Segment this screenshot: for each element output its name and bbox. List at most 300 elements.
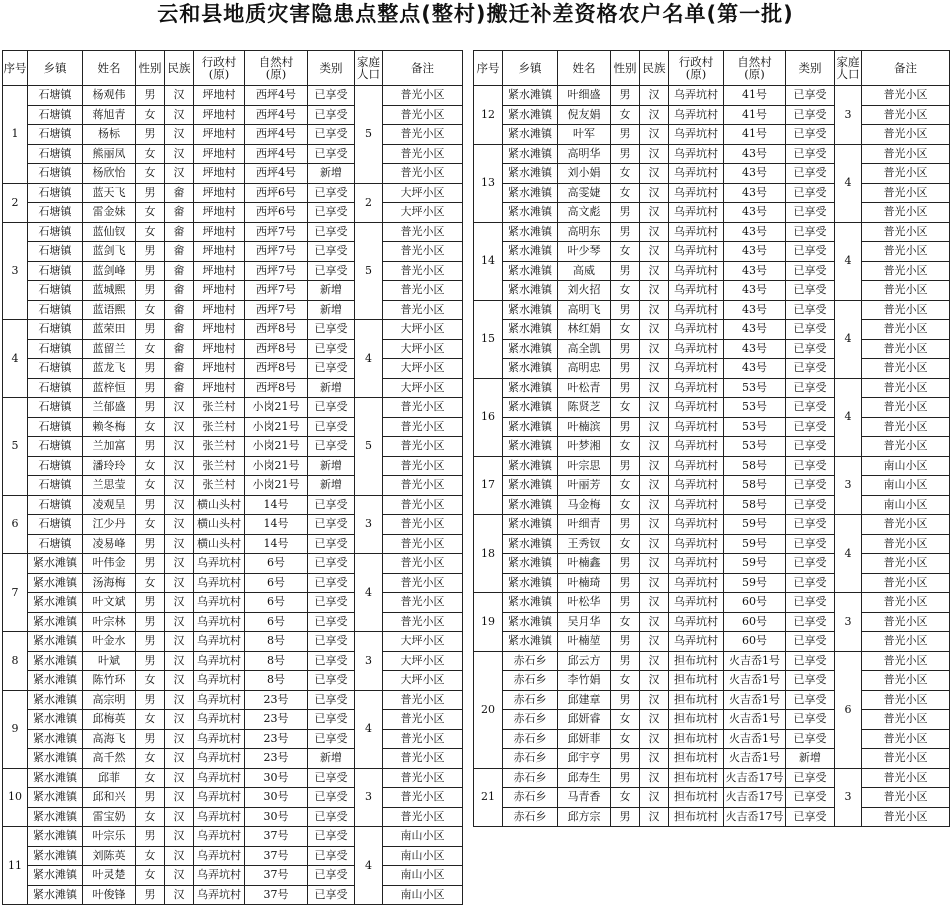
township-cell: 赤石乡 [503,749,558,769]
gender-cell: 女 [136,144,165,164]
gender-cell: 男 [136,534,165,554]
admin-village-cell: 乌弄坑村 [669,632,724,652]
ethnicity-cell: 汉 [640,261,669,281]
table-row [474,398,950,418]
category-cell: 已享受 [786,710,835,730]
name-cell: 叶松华 [558,593,611,613]
remark-cell: 普光小区 [862,651,950,671]
gender-cell: 女 [136,456,165,476]
ethnicity-cell: 汉 [165,437,194,457]
natural-village-cell: 58号 [724,476,786,496]
name-cell: 熊丽凤 [83,144,136,164]
township-cell: 紧水滩镇 [503,86,558,106]
natural-village-cell: 43号 [724,222,786,242]
township-cell: 石塘镇 [28,456,83,476]
table-row [3,417,463,437]
admin-village-cell: 张兰村 [194,476,245,496]
admin-village-cell: 张兰村 [194,417,245,437]
name-cell: 高明忠 [558,359,611,379]
natural-village-cell: 43号 [724,144,786,164]
gender-cell: 男 [611,222,640,242]
township-cell: 石塘镇 [28,378,83,398]
seq-cell: 2 [3,183,28,222]
header-label: 行政村 [678,55,714,69]
township-cell: 紧水滩镇 [503,495,558,515]
admin-village-cell: 坪地村 [194,281,245,301]
gender-cell: 女 [611,105,640,125]
table-row [474,339,950,359]
gender-cell: 女 [136,710,165,730]
name-cell: 倪友娟 [558,105,611,125]
township-cell: 紧水滩镇 [28,866,83,886]
township-cell: 紧水滩镇 [503,164,558,184]
gender-cell: 女 [136,476,165,496]
category-cell: 已享受 [786,300,835,320]
admin-village-cell: 乌弄坑村 [669,515,724,535]
gender-cell: 女 [136,222,165,242]
category-cell: 已享受 [786,807,835,827]
admin-village-cell: 乌弄坑村 [194,710,245,730]
category-cell: 新增 [308,281,355,301]
remark-cell: 普光小区 [383,573,463,593]
remark-cell: 普光小区 [862,749,950,769]
name-cell: 蒋旭青 [83,105,136,125]
remark-cell: 普光小区 [862,105,950,125]
gender-cell: 女 [611,320,640,340]
table-row [3,632,463,652]
admin-village-cell: 乌弄坑村 [194,788,245,808]
remark-cell: 普光小区 [862,320,950,340]
admin-village-cell: 坪地村 [194,86,245,106]
name-cell: 叶金水 [83,632,136,652]
header-label: (原) [208,67,230,81]
gender-cell: 男 [136,359,165,379]
ethnicity-cell: 汉 [165,768,194,788]
header-label: 序号 [476,61,500,75]
remark-cell: 普光小区 [383,729,463,749]
table-row [474,417,950,437]
header-label: 民族 [642,61,666,75]
table-row [3,222,463,242]
header-label: 类别 [798,61,822,75]
gender-cell: 男 [611,125,640,145]
admin-village-cell: 乌弄坑村 [669,164,724,184]
ethnicity-cell: 汉 [165,807,194,827]
category-cell: 已享受 [308,788,355,808]
category-cell: 已享受 [308,86,355,106]
category-cell: 已享受 [786,476,835,496]
category-cell: 已享受 [786,398,835,418]
table-row [474,378,950,398]
name-cell: 马金梅 [558,495,611,515]
ethnicity-cell: 汉 [640,612,669,632]
table-row [474,671,950,691]
name-cell: 叶灵楚 [83,866,136,886]
gender-cell: 女 [611,534,640,554]
header-col-seq [474,51,503,86]
gender-cell: 女 [611,164,640,184]
category-cell: 已享受 [308,554,355,574]
remark-cell: 南山小区 [862,476,950,496]
township-cell: 紧水滩镇 [503,183,558,203]
name-cell: 蓝语熙 [83,300,136,320]
township-cell: 紧水滩镇 [503,476,558,496]
natural-village-cell: 30号 [245,807,308,827]
seq-cell: 14 [474,222,503,300]
category-cell: 已享受 [308,807,355,827]
township-cell: 石塘镇 [28,320,83,340]
seq-cell: 3 [3,222,28,320]
gender-cell: 男 [136,593,165,613]
natural-village-cell: 30号 [245,768,308,788]
admin-village-cell: 乌弄坑村 [669,203,724,223]
header-label: 备注 [411,61,434,75]
gender-cell: 女 [136,105,165,125]
natural-village-cell: 60号 [724,612,786,632]
household-size-cell: 3 [355,495,383,554]
township-cell: 石塘镇 [28,242,83,262]
table-row [3,125,463,145]
gender-cell: 女 [136,671,165,691]
township-cell: 紧水滩镇 [503,222,558,242]
header-label: 乡镇 [43,61,67,75]
gender-cell: 男 [611,86,640,106]
gender-cell: 女 [611,281,640,301]
gender-cell: 男 [611,768,640,788]
category-cell: 已享受 [308,690,355,710]
remark-cell: 普光小区 [862,710,950,730]
category-cell: 已享受 [786,534,835,554]
gender-cell: 女 [136,164,165,184]
township-cell: 石塘镇 [28,515,83,535]
township-cell: 赤石乡 [503,729,558,749]
ethnicity-cell: 畲 [165,359,194,379]
header-label: 备注 [894,61,917,75]
remark-cell: 大坪小区 [383,339,463,359]
category-cell: 已享受 [786,417,835,437]
township-cell: 紧水滩镇 [28,885,83,905]
admin-village-cell: 担布坑村 [669,807,724,827]
gender-cell: 男 [136,378,165,398]
name-cell: 赖冬梅 [83,417,136,437]
natural-village-cell: 西坪7号 [245,222,308,242]
gender-cell: 女 [136,203,165,223]
admin-village-cell: 乌弄坑村 [669,261,724,281]
admin-village-cell: 乌弄坑村 [669,593,724,613]
ethnicity-cell: 汉 [165,671,194,691]
name-cell: 叶松青 [558,378,611,398]
admin-village-cell: 坪地村 [194,164,245,184]
ethnicity-cell: 汉 [640,437,669,457]
name-cell: 高明飞 [558,300,611,320]
name-cell: 杨欣怡 [83,164,136,184]
table-row [3,749,463,769]
table-row [3,242,463,262]
household-size-cell: 4 [835,515,862,593]
category-cell: 已享受 [786,690,835,710]
township-cell: 石塘镇 [28,222,83,242]
remark-cell: 普光小区 [862,242,950,262]
admin-village-cell: 担布坑村 [669,651,724,671]
table-row [3,339,463,359]
natural-village-cell: 53号 [724,417,786,437]
category-cell: 已享受 [786,359,835,379]
category-cell: 已享受 [786,768,835,788]
roster-table-right [473,50,950,827]
gender-cell: 男 [611,749,640,769]
ethnicity-cell: 汉 [165,573,194,593]
township-cell: 紧水滩镇 [503,593,558,613]
natural-village-cell: 西坪8号 [245,378,308,398]
category-cell: 已享受 [786,437,835,457]
remark-cell: 普光小区 [383,768,463,788]
ethnicity-cell: 汉 [165,729,194,749]
seq-cell: 15 [474,300,503,378]
admin-village-cell: 乌弄坑村 [669,105,724,125]
name-cell: 叶伟金 [83,554,136,574]
name-cell: 蓝梓恒 [83,378,136,398]
name-cell: 叶楠琦 [558,573,611,593]
table-row [474,320,950,340]
name-cell: 高文彪 [558,203,611,223]
remark-cell: 普光小区 [383,710,463,730]
ethnicity-cell: 畲 [165,300,194,320]
remark-cell: 普光小区 [862,690,950,710]
category-cell: 已享受 [308,846,355,866]
township-cell: 紧水滩镇 [503,359,558,379]
remark-cell: 普光小区 [862,300,950,320]
table-row [3,554,463,574]
admin-village-cell: 坪地村 [194,378,245,398]
admin-village-cell: 坪地村 [194,300,245,320]
ethnicity-cell: 汉 [640,281,669,301]
natural-village-cell: 58号 [724,456,786,476]
natural-village-cell: 小岗21号 [245,417,308,437]
gender-cell: 男 [136,651,165,671]
natural-village-cell: 火吉岙1号 [724,690,786,710]
ethnicity-cell: 汉 [165,398,194,418]
ethnicity-cell: 汉 [640,593,669,613]
natural-village-cell: 14号 [245,515,308,535]
remark-cell: 普光小区 [383,398,463,418]
category-cell: 已享受 [308,885,355,905]
table-row [474,359,950,379]
admin-village-cell: 乌弄坑村 [194,885,245,905]
table-body [474,86,950,827]
natural-village-cell: 59号 [724,554,786,574]
natural-village-cell: 41号 [724,105,786,125]
ethnicity-cell: 畲 [165,261,194,281]
admin-village-cell: 乌弄坑村 [669,398,724,418]
admin-village-cell: 乌弄坑村 [669,86,724,106]
remark-cell: 南山小区 [383,866,463,886]
ethnicity-cell: 汉 [165,846,194,866]
township-cell: 石塘镇 [28,495,83,515]
township-cell: 紧水滩镇 [28,729,83,749]
table-row [3,573,463,593]
gender-cell: 男 [611,144,640,164]
natural-village-cell: 西坪6号 [245,183,308,203]
table-row [3,164,463,184]
table-row [474,125,950,145]
township-cell: 赤石乡 [503,690,558,710]
table-row [3,651,463,671]
remark-cell: 南山小区 [383,827,463,847]
gender-cell: 男 [136,437,165,457]
name-cell: 杨标 [83,125,136,145]
name-cell: 汤海梅 [83,573,136,593]
natural-village-cell: 60号 [724,632,786,652]
header-col-ethnicity [640,51,669,86]
ethnicity-cell: 汉 [165,554,194,574]
natural-village-cell: 火吉岙1号 [724,749,786,769]
name-cell: 高千然 [83,749,136,769]
table-row [3,690,463,710]
natural-village-cell: 23号 [245,729,308,749]
remark-cell: 普光小区 [383,749,463,769]
category-cell: 新增 [308,300,355,320]
admin-village-cell: 乌弄坑村 [669,534,724,554]
remark-cell: 普光小区 [862,339,950,359]
gender-cell: 男 [611,632,640,652]
remark-cell: 普光小区 [383,690,463,710]
gender-cell: 男 [611,339,640,359]
household-size-cell: 4 [355,690,383,768]
remark-cell: 普光小区 [862,671,950,691]
category-cell: 新增 [308,749,355,769]
gender-cell: 男 [611,554,640,574]
gender-cell: 女 [136,573,165,593]
township-cell: 石塘镇 [28,203,83,223]
category-cell: 已享受 [308,398,355,418]
category-cell: 已享受 [786,729,835,749]
admin-village-cell: 乌弄坑村 [669,495,724,515]
table-row [474,183,950,203]
table-row [3,710,463,730]
category-cell: 已享受 [308,261,355,281]
township-cell: 紧水滩镇 [28,651,83,671]
category-cell: 已享受 [308,359,355,379]
natural-village-cell: 43号 [724,261,786,281]
gender-cell: 男 [136,729,165,749]
ethnicity-cell: 汉 [640,476,669,496]
gender-cell: 女 [136,866,165,886]
category-cell: 已享受 [308,768,355,788]
township-cell: 紧水滩镇 [28,749,83,769]
ethnicity-cell: 汉 [165,710,194,730]
natural-village-cell: 8号 [245,632,308,652]
natural-village-cell: 43号 [724,300,786,320]
remark-cell: 大坪小区 [383,632,463,652]
name-cell: 杨观伟 [83,86,136,106]
category-cell: 已享受 [786,456,835,476]
ethnicity-cell: 汉 [640,144,669,164]
remark-cell: 普光小区 [383,261,463,281]
ethnicity-cell: 汉 [640,300,669,320]
header-label: 类别 [319,61,343,75]
table-row [474,261,950,281]
remark-cell: 普光小区 [862,86,950,106]
ethnicity-cell: 汉 [640,749,669,769]
gender-cell: 女 [611,495,640,515]
admin-village-cell: 张兰村 [194,456,245,476]
ethnicity-cell: 畲 [165,222,194,242]
gender-cell: 男 [611,573,640,593]
natural-village-cell: 火吉岙1号 [724,651,786,671]
name-cell: 蓝龙飞 [83,359,136,379]
table-row [474,710,950,730]
gender-cell: 男 [136,125,165,145]
ethnicity-cell: 汉 [640,359,669,379]
name-cell: 吴月华 [558,612,611,632]
header-label: (原) [744,67,765,81]
category-cell: 已享受 [308,320,355,340]
seq-cell: 11 [3,827,28,905]
natural-village-cell: 小岗21号 [245,437,308,457]
gender-cell: 男 [136,495,165,515]
name-cell: 叶军 [558,125,611,145]
remark-cell: 普光小区 [862,164,950,184]
admin-village-cell: 乌弄坑村 [669,320,724,340]
name-cell: 叶楠鑫 [558,554,611,574]
table-row [3,183,463,203]
household-size-cell: 2 [355,183,383,222]
table-body [3,86,463,905]
gender-cell: 男 [611,456,640,476]
remark-cell: 普光小区 [862,125,950,145]
household-size-cell: 3 [835,593,862,652]
admin-village-cell: 乌弄坑村 [669,339,724,359]
remark-cell: 普光小区 [383,554,463,574]
remark-cell: 普光小区 [383,476,463,496]
natural-village-cell: 43号 [724,320,786,340]
ethnicity-cell: 汉 [640,378,669,398]
natural-village-cell: 43号 [724,281,786,301]
admin-village-cell: 坪地村 [194,261,245,281]
table-row [3,593,463,613]
header-label: 家庭 [357,55,380,69]
gender-cell: 男 [611,300,640,320]
name-cell: 叶少琴 [558,242,611,262]
gender-cell: 男 [611,417,640,437]
name-cell: 兰郁盛 [83,398,136,418]
natural-village-cell: 43号 [724,164,786,184]
ethnicity-cell: 汉 [640,125,669,145]
category-cell: 已享受 [308,242,355,262]
table-row [3,495,463,515]
gender-cell: 男 [136,320,165,340]
table-row [474,593,950,613]
admin-village-cell: 乌弄坑村 [669,437,724,457]
table-header-row [3,51,463,86]
category-cell: 已享受 [308,866,355,886]
table-row [474,164,950,184]
gender-cell: 男 [136,242,165,262]
category-cell: 已享受 [308,651,355,671]
category-cell: 已享受 [308,827,355,847]
gender-cell: 女 [611,398,640,418]
natural-village-cell: 14号 [245,534,308,554]
category-cell: 已享受 [308,573,355,593]
header-label: (原) [265,67,287,81]
remark-cell: 普光小区 [383,105,463,125]
natural-village-cell: 6号 [245,612,308,632]
admin-village-cell: 担布坑村 [669,768,724,788]
seq-cell: 7 [3,554,28,632]
ethnicity-cell: 汉 [165,515,194,535]
header-label: 姓名 [97,61,121,75]
gender-cell: 女 [611,476,640,496]
